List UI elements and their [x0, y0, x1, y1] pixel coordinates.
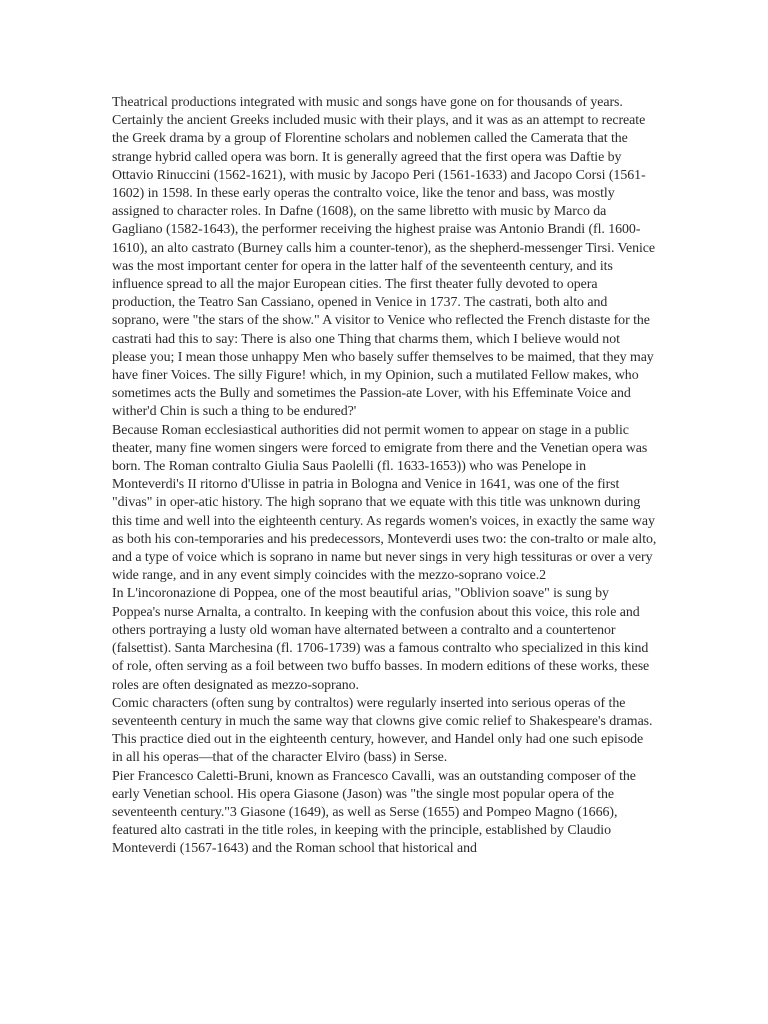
paragraph-theatrical-productions: Theatrical productions integrated with music and songs have gone on for thousands of years. Certainly the ancient Greeks included music with their plays, and it was as an attempt to recreate the Greek drama by a group of Florentine scholars and noblemen called the Camerata that the strange hybrid called opera was born. It is generally agreed that the first opera was Daftie by Ottavio Rinuccini (1562-1621), with music by Jacopo Peri (1561-1633) and Jacopo Corsi (1561-1602) in 1598. In these early operas the contralto voice, like the tenor and bass, was mostly assigned to character roles. In Dafne (1608), on the same libretto with music by Marco da Gagliano (1582-1643), the performer receiving the highest praise was Antonio Brandi (fl. 1600-1610), an alto castrato (Burney calls him a counter-tenor), as the shepherd-messenger Tirsi. Venice was the most important center for opera in the latter half of the seventeenth century, and its influence spread to all the major European cities. The first theater fully devoted to opera production, the Teatro San Cassiano, opened in Venice in 1737. The castrati, both alto and soprano, were "the stars of the show." A visitor to Venice who reflected the French distaste for the castrati had this to say: There is also one Thing that charms them, which I believe would not please you; I mean those unhappy Men who basely suffer themselves to be maimed, that they may have finer Voices. The silly Figure! which, in my Opinion, such a mutilated Fellow makes, who sometimes acts the Bully and sometimes the Passion-ate Lover, with his Effeminate Voice and wither'd Chin is such a thing to be endured?': [112, 95, 656, 420]
paragraph-roman-ecclesiastical: Because Roman ecclesiastical authorities did not permit women to appear on stage in a public theater, many fine women singers were forced to emigrate from there and the Venetian opera was born. The Roman contralto Giulia Saus Paolelli (fl. 1633-1653)) who was Penelope in Monteverdi's II ritorno d'Ulisse in patria in Bologna and Venice in 1641, was one of the first "divas" in oper-atic history. The high soprano that we equate with this title was unknown during this time and well into the eighteenth century. As regards women's voices, in exactly the same way as both his con-temporaries and his predecessors, Monteverdi uses two: the con-tralto or male alto, and a type of voice which is soprano in name but never sings in very high tessituras or over a very wide range, and in any event simply coincides with the mezzo-soprano voice.2: [112, 422, 657, 584]
document-page: [112, 94, 657, 859]
paragraph-comic-characters: Comic characters (often sung by contraltos) were regularly inserted into serious operas of the seventeenth century in much the same way that clowns give comic relief to Shakespeare's dramas. This practice died out in the eighteenth century, however, and Handel only had one such episode in all his operas—that of the character Elviro (bass) in Serse.: [112, 695, 653, 766]
paragraph-incoronazione: In L'incoronazione di Poppea, one of the most beautiful arias, "Oblivion soave" is sung by Poppea's nurse Arnalta, a contralto. In keeping with the confusion about this voice, this role and others portraying a lusty old woman have alternated between a contralto and a countertenor (falsettist). Santa Marchesina (fl. 1706-1739) was a famous contralto who specialized in this kind of role, often serving as a foil between two buffo basses. In modern editions of these works, these roles are often designated as mezzo-soprano.: [112, 586, 650, 693]
paragraph-cavalli: Pier Francesco Caletti-Bruni, known as Francesco Cavalli, was an outstanding composer of the early Venetian school. His opera Giasone (Jason) was "the single most popular opera of the seventeenth century."3 Giasone (1649), as well as Serse (1655) and Pompeo Magno (1666), featured alto castrati in the title roles, in keeping with the principle, established by Claudio Monteverdi (1567-1643) and the Roman school that historical and: [112, 768, 636, 857]
